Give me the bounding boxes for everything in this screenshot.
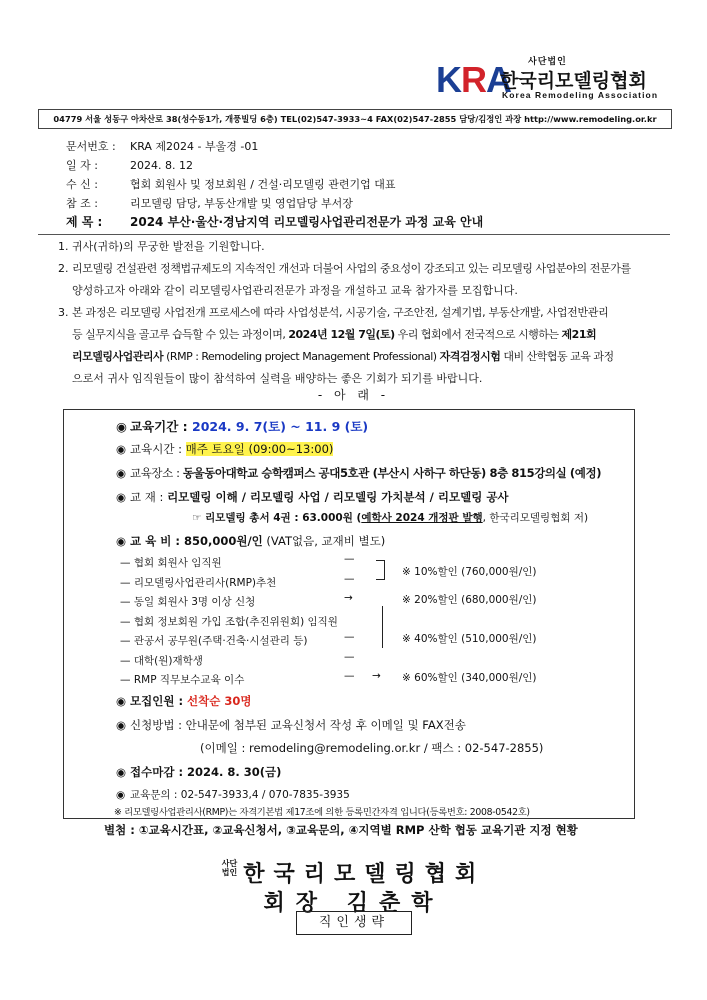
fee-row: ◉ 교 육 비 : 850,000원/인 (VAT없음, 교재비 별도) [116,534,386,548]
organization-name: 사단 법인 한국리모델링협회 [221,858,486,887]
address-text: 04779 서울 성동구 아차산로 38(성수동1가, 개풍빌딩 6층) TEL(02)547-3933~4 FAX(02)547-2855 담당/김정인 과장 http://www.remodeling.or.kr [53,114,657,124]
deadline-row: ◉ 접수마감 : 2024. 8. 30(금) [116,765,282,779]
attachments: 별첨 : ①교육시간표, ②교육신청서, ③교육문의, ④지역별 RMP 산학 협동 교육기관 지정 현황 [104,823,578,837]
apply-contact: (이메일 : remodeling@remodeling.or.kr / 팩스 : 02-547-2855) [200,741,544,755]
book-row: ☞ 리모델링 총서 4권 : 63.000원 (예학사 2024 개정판 발행, 한국리모델링협회 저) [192,512,589,524]
doc-date: 일 자 : 2024. 8. 12 [66,159,193,172]
apply-row: ◉ 신청방법 : 안내문에 첨부된 교육신청서 작성 후 이메일 및 FAX전송 [116,718,466,732]
dash-mark: — [344,631,355,643]
logo-tag: 사단법인 [528,57,567,67]
dash-mark: — [344,553,355,565]
president-name: 회장 김춘학 [263,890,444,916]
logo-letters: KRA [436,59,511,100]
recipient: 수 신 : 협회 회원사 및 정보회원 / 건설·리모델링 관련기업 대표 [66,178,396,191]
arrow-mark: → [372,670,381,682]
textbook-row: ◉ 교 재 : 리모델링 이해 / 리모델링 사업 / 리모델링 가치분석 / 리모델링 공사 [116,490,509,504]
logo-name: 한국리모델링협회 [500,70,647,92]
bracket [376,560,385,580]
discount-20: ※ 20%할인 (680,000원/인) [402,594,537,606]
rmp-footnote: ※ 리모델링사업관리사(RMP)는 자격기본법 제17조에 의한 등록민간자격 입니다(등록번호: 2008-0542호) [114,807,530,818]
recruit-row: ◉ 모집인원 : 선착순 30명 [116,694,252,708]
discount-target: — 동일 회원사 3명 이상 신청 [120,596,256,608]
doc-number: 문서번호 : KRA 제2024 - 부울경 -01 [66,140,259,153]
discount-target: — 리모델링사업관리사(RMP)추천 [120,577,277,589]
discount-target: — 협회 회원사 임직원 [120,557,222,569]
discount-40: ※ 40%할인 (510,000원/인) [402,633,537,645]
kra-logo [436,52,666,102]
discount-10: ※ 10%할인 (760,000원/인) [402,566,537,578]
divider [38,234,670,235]
info-box [63,409,635,819]
seal-omitted: 직인생략 [296,911,412,935]
paragraph-1: 1. 귀사(귀하)의 무궁한 발전을 기원합니다. [58,240,265,253]
address-bar [38,109,672,129]
discount-60: ※ 60%할인 (340,000원/인) [402,672,537,684]
dash-mark: — [344,670,355,682]
dash-mark: — [344,651,355,663]
discount-target: — RMP 직무보수교육 이수 [120,674,245,686]
paragraph-2: 2. 리모델링 건설관련 정책법규제도의 지속적인 개선과 더불어 사업의 중요성이 강조되고 있는 리모델링 사업분야의 전문가를 양성하고자 아래와 같이 리모델링사업관리전문가 과정을 개설하고 교육 참가자를 모집합니다. [58,262,631,297]
discount-target: — 대학(원)재학생 [120,655,203,667]
place-row: ◉ 교육장소 : 동울동아대학교 승학캠퍼스 공대5호관 (부산시 사하구 하단동) 8층 815강의실 (예정) [116,466,602,480]
discount-target: — 관공서 공무원(주택·건축·시설관리 등) [120,635,308,647]
inquiry-row: ◉ 교육문의 : 02-547-3933,4 / 070-7835-3935 [116,789,350,801]
dash-mark: — [344,573,355,585]
logo-english-name: Korea Remodeling Association [502,90,659,100]
reference: 참 조 : 리모델링 담당, 부동산개발 및 영업담당 부서장 [66,197,353,210]
discount-target: — 협회 정보회원 가입 조합(추진위원회) 임직원 [120,616,338,628]
bracket [382,606,383,648]
subject-line: 제 목 : 2024 부산·울산·경남지역 리모델링사업관리전문가 과정 교육 안내 [66,215,484,229]
paragraph-3: 3. 본 과정은 리모델링 사업전개 프로세스에 따라 사업성분석, 시공기술, 구조안전, 설계기법, 부동산개발, 사업전반관리 등 실무지식을 골고루 습득할 수 있는 과정이며, 2024년 12월 7일(토) 우리 협회에서 전국적으로 시행하는 제21회 리모델링사업관리사 (RMP : Remodeling project Management Professional) 자격검정시험 대비 산학협동 교육 과정 으로서 귀사 임직원들이 많이 참석하여 실력을 배양하는 좋은 기회가 되기를 바랍니다. [58,306,614,385]
period-row: ◉ 교육기간 : 2024. 9. 7(토) ~ 11. 9 (토) [116,419,369,434]
ahrae-heading: - 아 래 - [317,388,390,402]
org-type: 사단 법인 [221,858,238,877]
time-row: ◉ 교육시간 : 매주 토요일 (09:00~13:00) [116,442,334,456]
arrow-mark: → [344,592,353,604]
